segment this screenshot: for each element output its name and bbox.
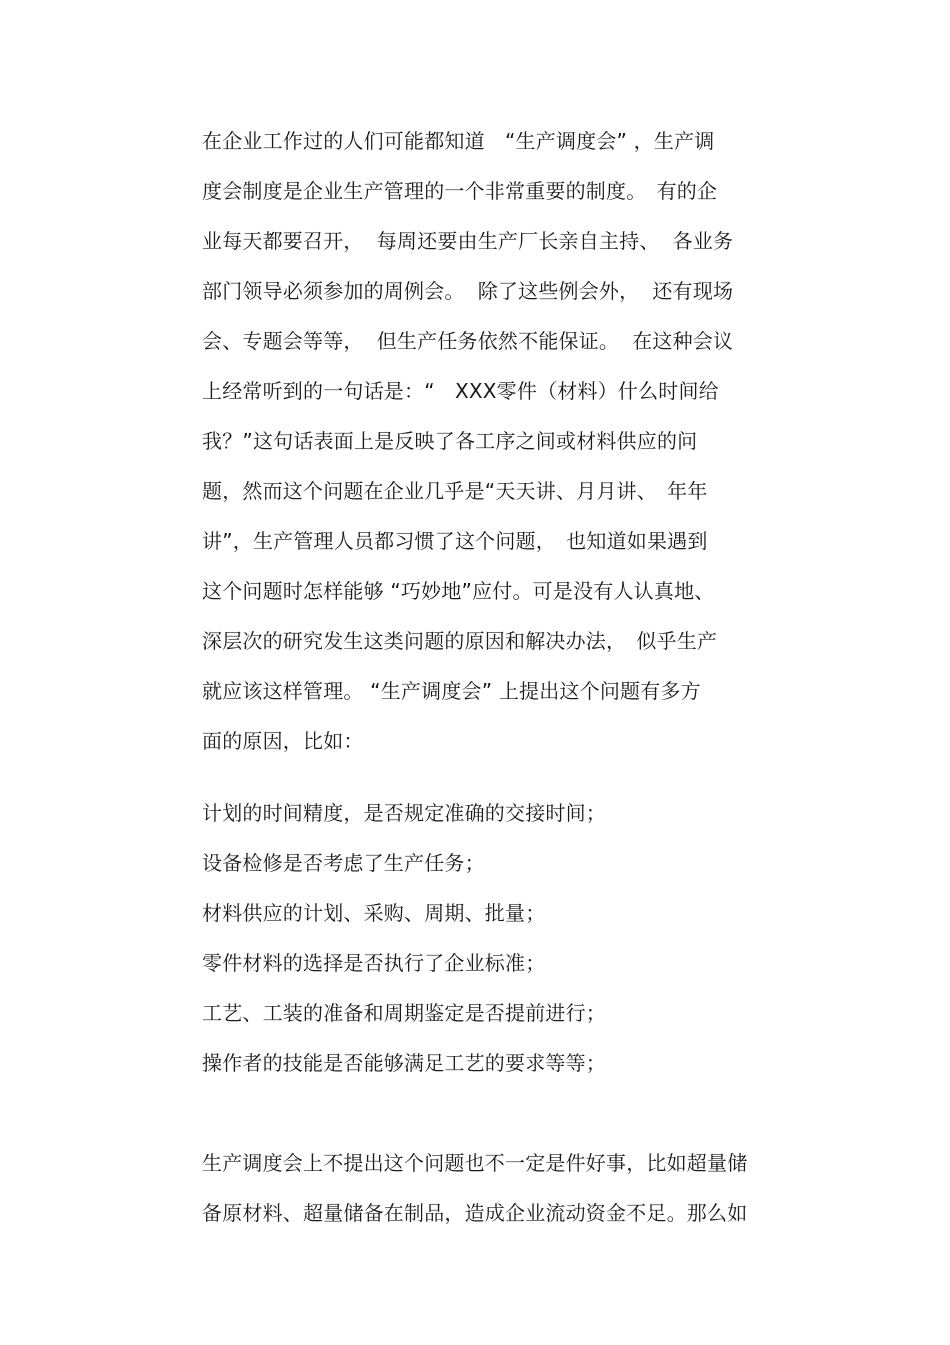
text-line: 深层次的研究发生这类问题的原因和解决办法， 似乎生产	[202, 629, 718, 653]
text-line: 会、专题会等等， 但生产任务依然不能保证。 在这种会议	[202, 329, 734, 353]
text-line: 讲”，生产管理人员都习惯了这个问题， 也知道如果遇到	[202, 529, 708, 553]
list-item: 设备检修是否考虑了生产任务；	[202, 851, 485, 875]
text-line: 这个问题时怎样能够 “巧妙地”应付。可是没有人认真地、	[202, 579, 715, 603]
list-item: 计划的时间精度，是否规定准确的交接时间；	[202, 801, 606, 825]
list-item: 工艺、工装的准备和周期鉴定是否提前进行；	[202, 1001, 606, 1025]
text-line: 在企业工作过的人们可能都知道 “生产调度会” ，生产调	[202, 129, 715, 153]
text-line: 面的原因，比如：	[202, 729, 364, 753]
list-item: 零件材料的选择是否执行了企业标准；	[202, 951, 546, 975]
text-line: 就应该这样管理。 “生产调度会” 上提出这个问题有多方	[202, 679, 701, 703]
text-line: 备原材料、超量储备在制品，造成企业流动资金不足。那么如	[202, 1201, 748, 1225]
text-line: 生产调度会上不提出这个问题也不一定是件好事，比如超量储	[202, 1151, 748, 1175]
text-line: 部门领导必须参加的周例会。 除了这些例会外， 还有现场	[202, 279, 734, 303]
text-line: 业每天都要召开， 每周还要由生产厂长亲自主持、 各业务	[202, 229, 734, 253]
text-line: 上经常听到的一句话是：“ XXX零件（材料）什么时间给	[202, 379, 719, 403]
text-line: 我？”这句话表面上是反映了各工序之间或材料供应的问	[202, 429, 698, 453]
list-item: 操作者的技能是否能够满足工艺的要求等等；	[202, 1051, 606, 1075]
list-item: 材料供应的计划、采购、周期、批量；	[202, 901, 546, 925]
text-line: 度会制度是企业生产管理的一个非常重要的制度。 有的企	[202, 179, 718, 203]
text-line: 题，然而这个问题在企业几乎是“天天讲、月月讲、 年年	[202, 479, 708, 503]
